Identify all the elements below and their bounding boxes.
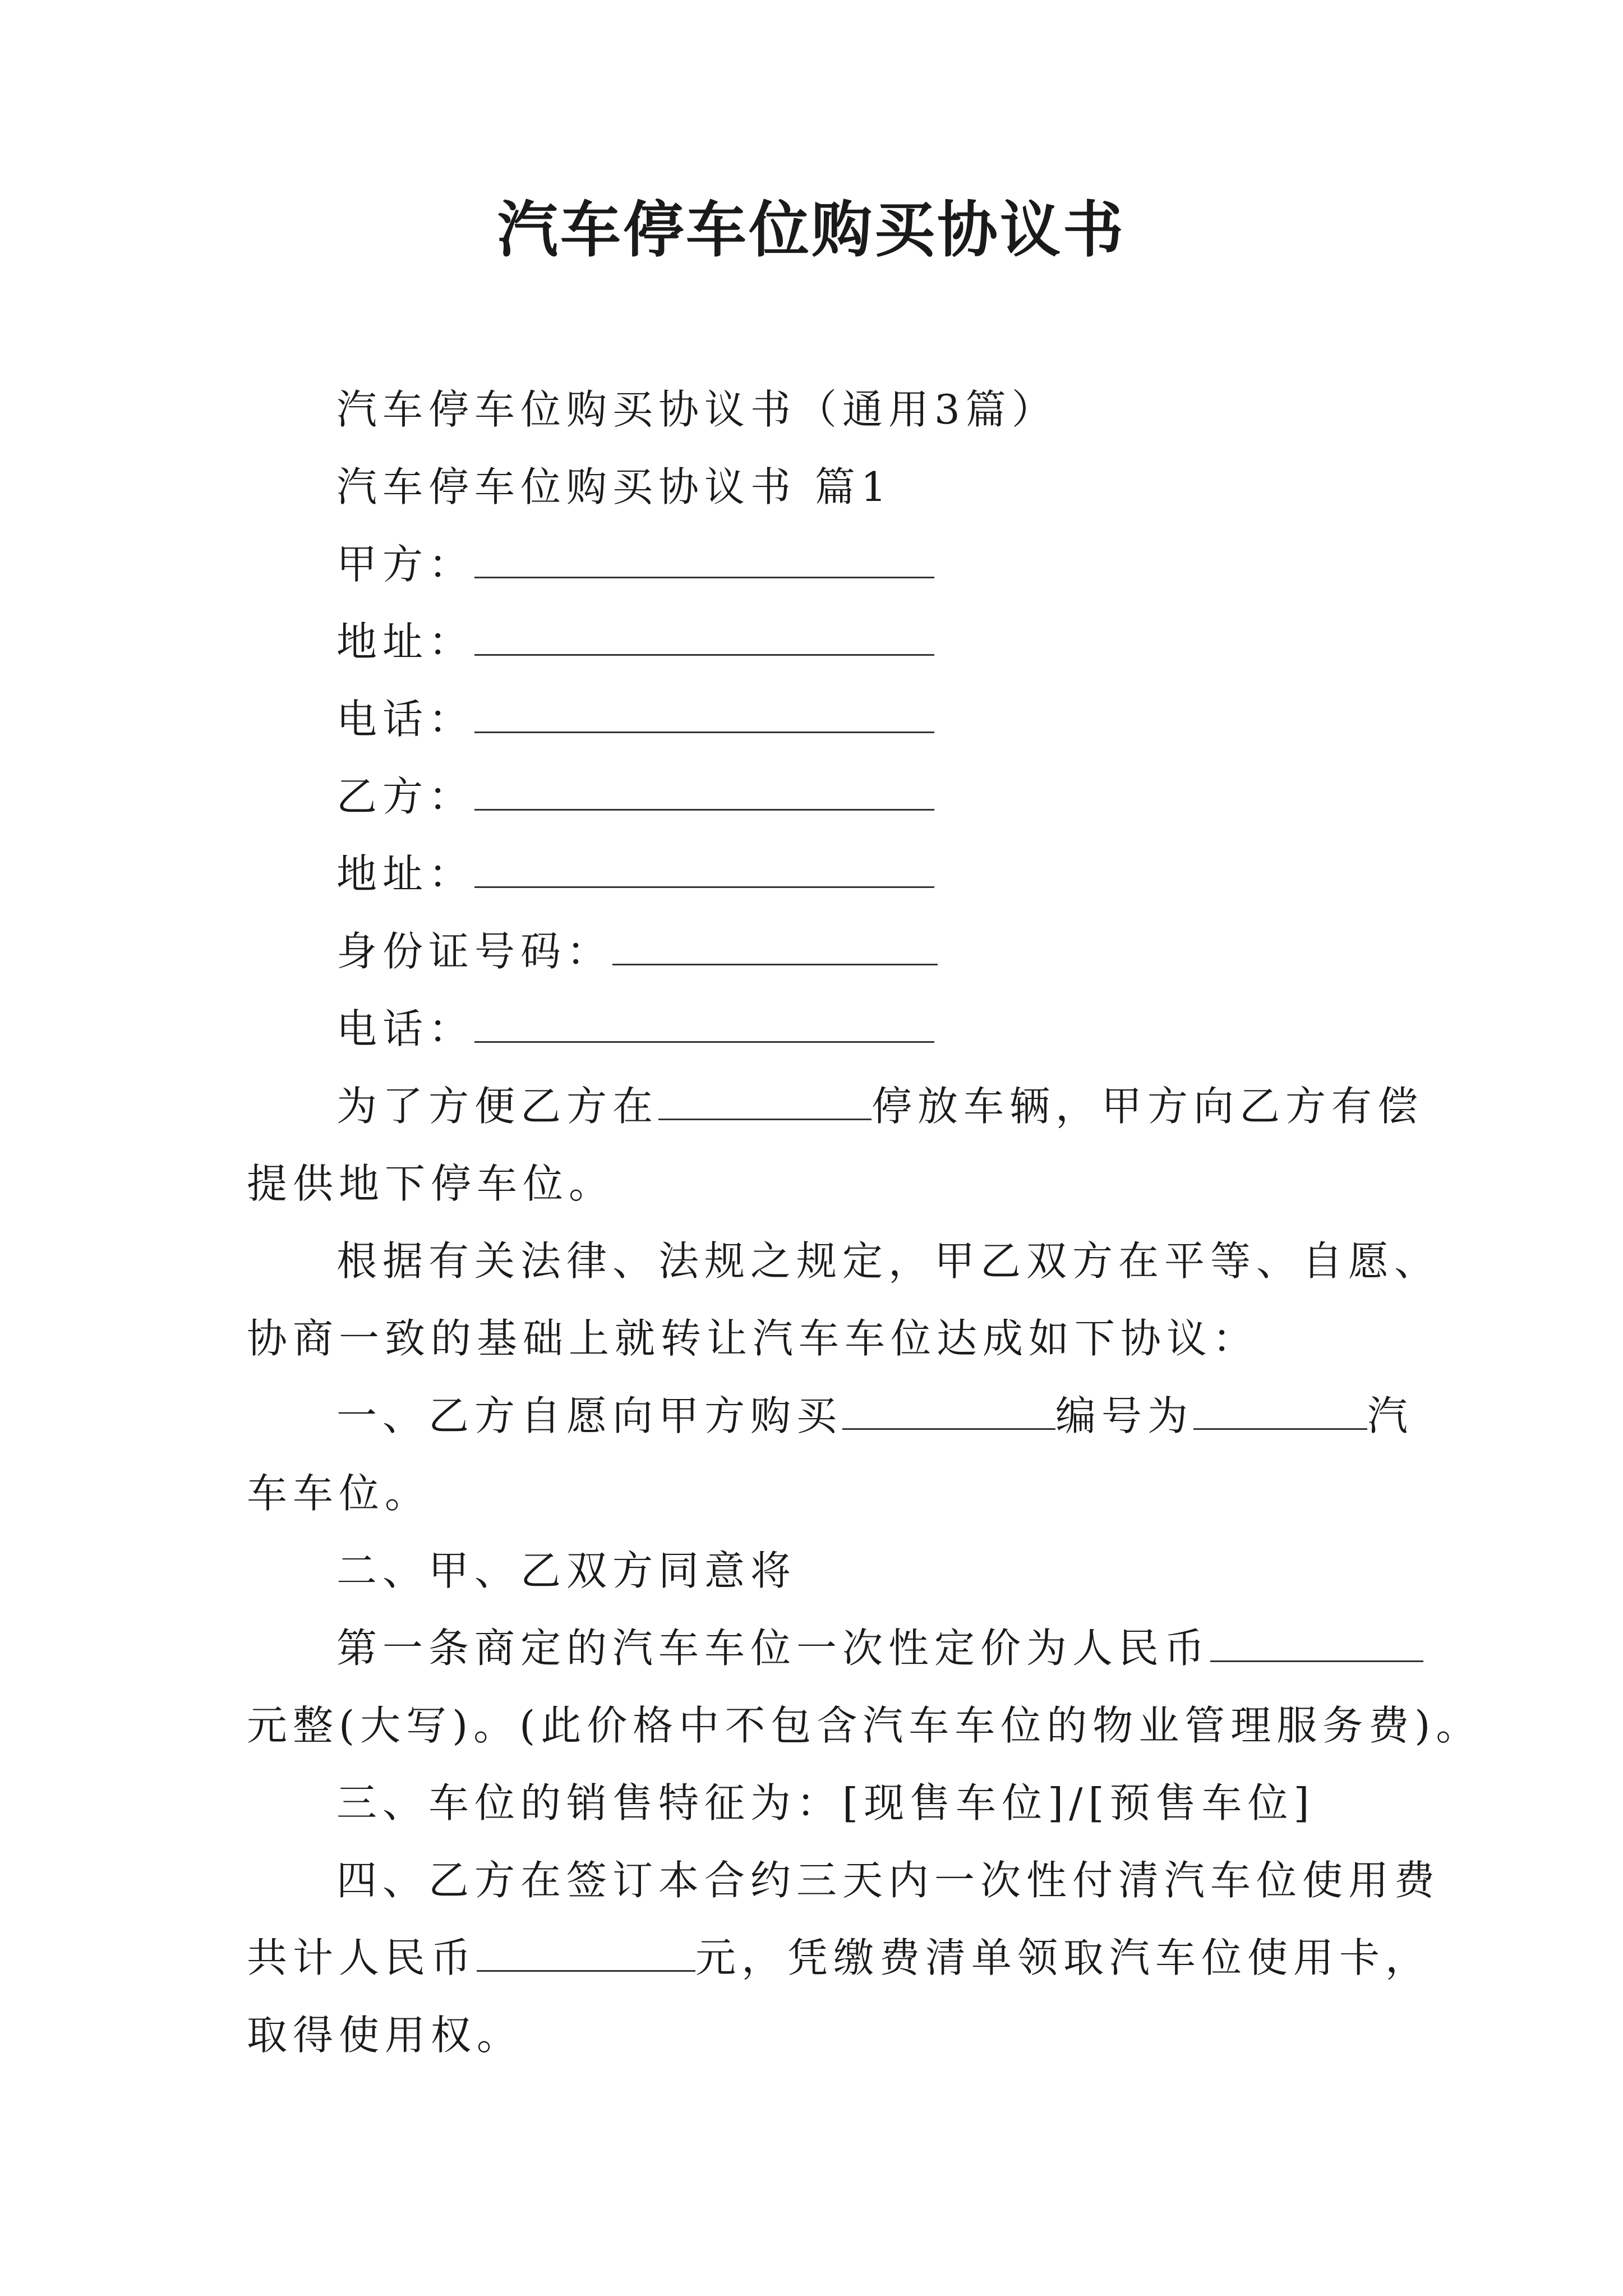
party-b-address-field: [336, 846, 934, 902]
clause1-text-2: 编号为: [1055, 1392, 1194, 1439]
clause4-line-2: [247, 1930, 1431, 1986]
basis-line-1: 根据有关法律、法规之规定，甲乙双方在平等、自愿、: [336, 1237, 1441, 1285]
party-b-id-blank: [612, 924, 938, 965]
clause3-line: 三、车位的销售特征为：[现售车位]/[预售车位]: [336, 1779, 1315, 1826]
clause1-line-1: [336, 1388, 1413, 1444]
clause4-line-1: 四、乙方在签订本合约三天内一次性付清汽车位使用费: [336, 1857, 1441, 1904]
clause2-line-2: [336, 1620, 1423, 1676]
party-a-address-label: 地址：: [336, 618, 475, 665]
party-b-address-blank: [474, 847, 934, 888]
party-a-address-field: [336, 614, 934, 670]
party-b-phone-label: 电话：: [336, 1005, 475, 1052]
party-b-blank: [474, 770, 934, 811]
party-b-phone-field: [336, 1001, 934, 1057]
party-a-phone-blank: [474, 692, 934, 733]
intro-text-2: 停放车辆，甲方向乙方有偿: [872, 1083, 1424, 1130]
clause4-text-2: 元，凭缴费清单领取汽车位使用卡，: [695, 1934, 1432, 1981]
clause2-line-3: 元整(大写)。(此价格中不包含汽车车位的物业管理服务费)。: [247, 1702, 1482, 1749]
clause1-text-3: 汽: [1367, 1392, 1414, 1439]
clause1-text-1: 一、乙方自愿向甲方购买: [336, 1392, 843, 1439]
clause2-line-1: 二、甲、乙双方同意将: [336, 1547, 797, 1594]
document-title: 汽车停车位购买协议书: [497, 195, 1126, 265]
party-a-blank: [474, 537, 934, 578]
clause2-text: 第一条商定的汽车车位一次性定价为人民币: [336, 1625, 1211, 1672]
party-b-label: 乙方：: [336, 773, 475, 820]
party-b-address-label: 地址：: [336, 850, 475, 898]
party-b-id-label: 身份证号码：: [336, 928, 613, 975]
document-subtitle: 汽车停车位购买协议书（通用3篇）: [336, 386, 1058, 433]
party-a-label: 甲方：: [336, 541, 475, 588]
total-fee-blank: [477, 1931, 695, 1972]
party-a-field: [336, 536, 934, 592]
parking-location-blank: [658, 1079, 872, 1120]
clause4-line-3: 取得使用权。: [247, 2012, 523, 2059]
price-blank: [1210, 1621, 1423, 1662]
space-number-blank: [1193, 1389, 1367, 1430]
party-a-phone-field: [336, 691, 934, 747]
intro-line-2: 提供地下停车位。: [247, 1160, 615, 1207]
section-heading: 汽车停车位购买协议书 篇1: [336, 463, 892, 510]
party-a-phone-label: 电话：: [336, 696, 475, 743]
party-a-address-blank: [474, 615, 934, 656]
purchase-blank: [842, 1389, 1055, 1430]
clause4-text-1: 共计人民币: [247, 1934, 477, 1981]
intro-line-1: [336, 1078, 1423, 1134]
intro-text-1: 为了方便乙方在: [336, 1083, 659, 1130]
party-b-id-field: [336, 923, 938, 979]
party-b-field: [336, 769, 934, 825]
party-b-phone-blank: [474, 1002, 934, 1043]
clause1-line-2: 车车位。: [247, 1470, 431, 1517]
basis-line-2: 协商一致的基础上就转让汽车车位达成如下协议：: [247, 1315, 1259, 1362]
